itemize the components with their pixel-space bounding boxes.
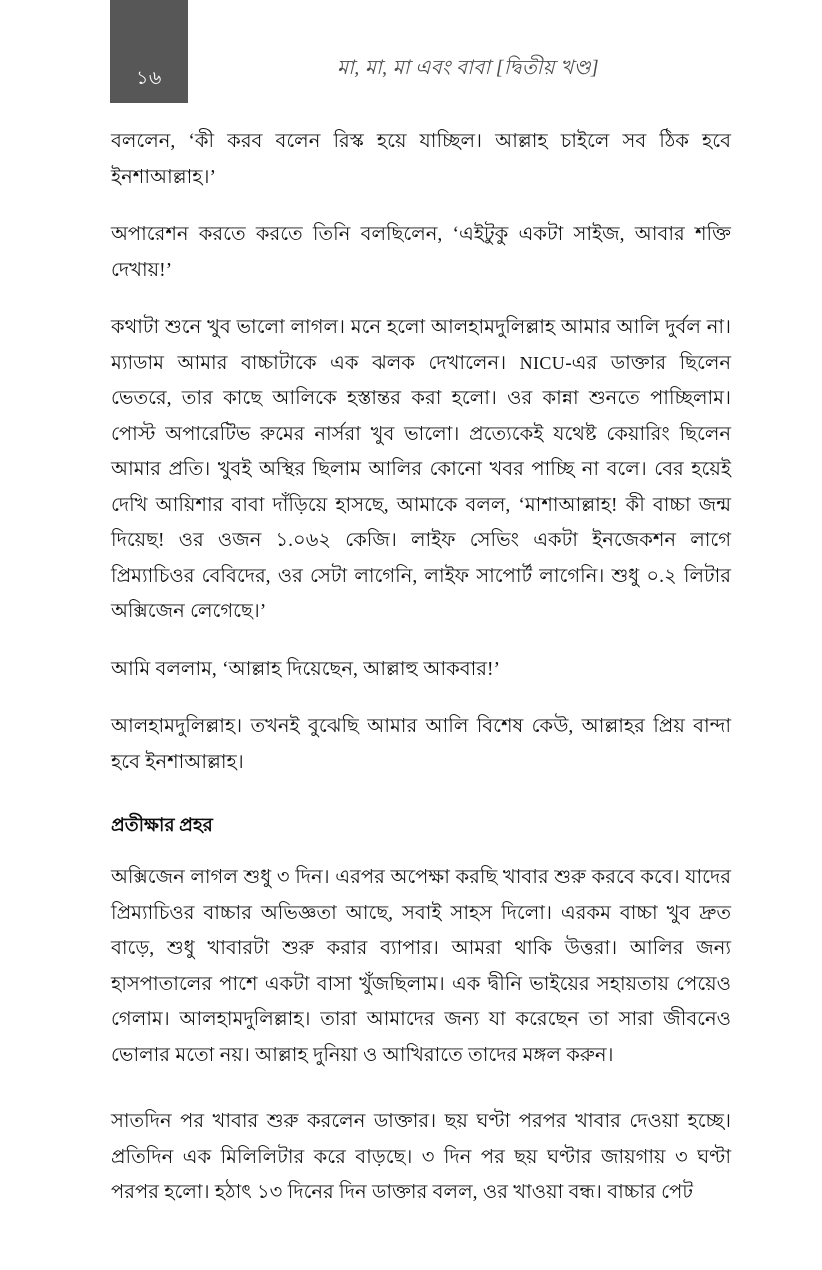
body-text-column: [111, 124, 731, 1211]
paragraph: সাতদিন পর খাবার শুরু করলেন ডাক্তার। ছয় ঘণ্টা পরপর খাবার দেওয়া হচ্ছে। প্রতিদিন এক মিলিলিটার করে বাড়ছে। ৩ দিন পর ছয় ঘণ্টার জায়গায় ৩ ঘণ্টা পরপর হলো। হঠাৎ ১৩ দিনের দিন ডাক্তার বলল, ওর খাওয়া বন্ধ। বাচ্চার পেট: [111, 1111, 731, 1203]
running-title-text: মা, মা, মা এবং বাবা [দ্বিতীয় খণ্ড]: [337, 57, 599, 79]
paragraph: অপারেশন করতে করতে তিনি বলছিলেন, ‘এইটুকু একটা সাইজ, আবার শক্তি দেখায়!’: [111, 224, 731, 281]
paragraph-text-segment: -এর ডাক্তার ছিলেন ভেতরে, তার কাছে আলিকে হস্তান্তর করা হলো। ওর কান্না শুনতে পাচ্ছিলাম। পোস্ট অপারেটিভ রুমের নার্সরা খুব ভালো। প্রত্যেকেই যথেষ্ট কেয়ারিং ছিলেন আমার প্রতি। খুবই অস্থির ছিলাম আলির কোনো খবর পাচ্ছি না বলে। বের হয়েই দেখি আয়িশার বাবা দাঁড়িয়ে হাসছে, আমাকে বলল, ‘মাশাআল্লাহ! কী বাচ্চা জন্ম দিয়েছ! ওর ওজন ১.০৬২ কেজি। লাইফ সেভিং একটা ইনজেকশন লাগে প্রিম্যাচিওর বেবিদের, ওর সেটা লাগেনি, লাইফ সাপোর্ট লাগেনি। শুধু ০.২ লিটার অক্সিজেন লেগেছে।’: [111, 352, 731, 622]
paragraph: আলহামদুলিল্লাহ। তখনই বুঝেছি আমার আলি বিশেষ কেউ, আল্লাহর প্রিয় বান্দা হবে ইনশাআল্লাহ।: [111, 716, 731, 773]
folio-box: [110, 0, 188, 103]
paragraph: বললেন, ‘কী করব বলেন রিস্ক হয়ে যাচ্ছিল। আল্লাহ চাইলে সব ঠিক হবে ইনশাআল্লাহ।’: [111, 131, 731, 188]
paragraph: [111, 310, 731, 630]
paragraph: অক্সিজেন লাগল শুধু ৩ দিন। এরপর অপেক্ষা করছি খাবার শুরু করবে কবে। যাদের প্রিম্যাচিওর বাচ্চার অভিজ্ঞতা আছে, সবাই সাহস দিলো। এরকম বাচ্চা খুব দ্রুত বাড়ে, শুধু খাবারটা শুরু করার ব্যাপার। আমরা থাকি উত্তরা। আলির জন্য হাসপাতালের পাশে একটা বাসা খুঁজছিলাম। এক দ্বীনি ভাইয়ের সহায়তায় পেয়েও গেলাম। আলহামদুলিল্লাহ। তারা আমাদের জন্য যা করেছেন তা সারা জীবনেও ভোলার মতো নয়। আল্লাহ দুনিয়া ও আখিরাতে তাদের মঙ্গল করুন।: [111, 867, 731, 1066]
latin-term-nicu: NICU: [519, 352, 566, 373]
page-number: ১৬: [136, 68, 162, 89]
section-heading: প্রতীক্ষার প্রহর: [111, 816, 213, 836]
running-title: [188, 0, 748, 103]
paragraph: আমি বললাম, ‘আল্লাহ দিয়েছেন, আল্লাহু আকবার!’: [111, 658, 500, 680]
page-header: [0, 0, 822, 104]
paragraph-text-segment: কথাটা শুনে খুব ভালো লাগল। মনে হলো আলহামদুলিল্লাহ আমার আলি দুর্বল না। ম্যাডাম আমার বাচ্চাটাকে এক ঝলক দেখালেন।: [111, 317, 731, 374]
